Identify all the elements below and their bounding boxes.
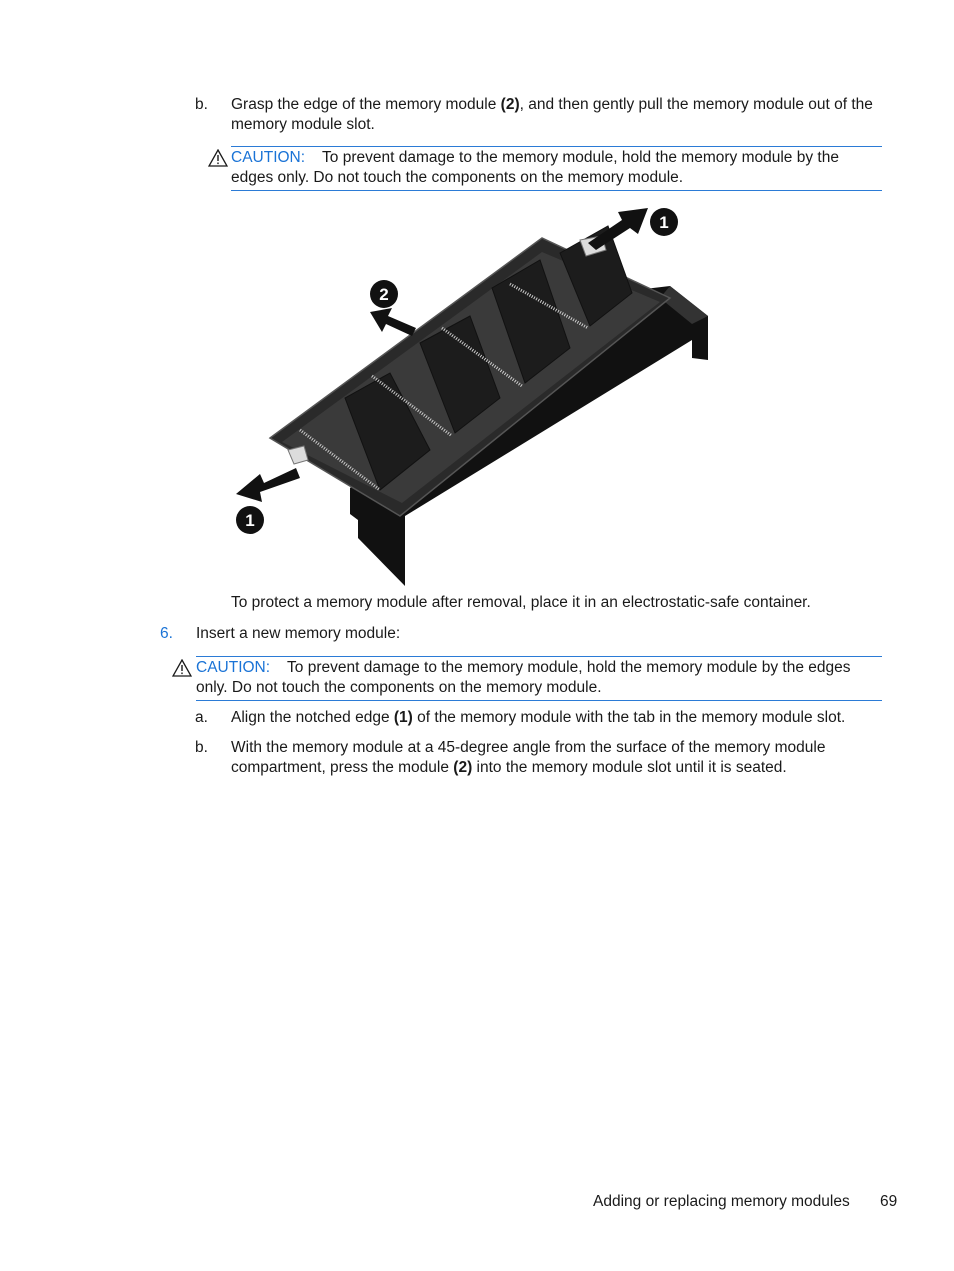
memory-module-illustration xyxy=(230,198,720,588)
caution-label: CAUTION: xyxy=(231,149,306,166)
step-text: Insert a new memory module: xyxy=(196,625,401,642)
callout-1-top: 1 xyxy=(659,213,669,232)
warning-icon xyxy=(208,149,228,167)
callout-2: 2 xyxy=(379,285,389,304)
step-text: With the memory module at a 45-degree angle from the surface of the memory module compartment, press the module (2) into the memory module slot until it is seated. xyxy=(231,739,826,776)
step-marker: b. xyxy=(195,96,208,113)
caution-text: To prevent damage to the memory module, hold the memory module by the edges only. Do not touch the components on the memory module. xyxy=(231,149,839,186)
callout-1-bottom: 1 xyxy=(245,511,255,530)
step-text: Grasp the edge of the memory module (2), and then gently pull the memory module out of the memory module slot. xyxy=(231,96,873,133)
step-marker: a. xyxy=(195,709,208,726)
caution-box xyxy=(196,656,882,701)
warning-icon xyxy=(172,659,192,677)
protect-note: To protect a memory module after removal, place it in an electrostatic-safe container. xyxy=(231,594,811,611)
step-number: 6. xyxy=(160,625,173,642)
step-marker: b. xyxy=(195,739,208,756)
step-text: Align the notched edge (1) of the memory module with the tab in the memory module slot. xyxy=(231,709,846,726)
caution-box xyxy=(231,146,882,191)
caution-text: To prevent damage to the memory module, hold the memory module by the edges only. Do not touch the components on the memory module. xyxy=(196,659,851,696)
footer-section-title: Adding or replacing memory modules xyxy=(593,1193,850,1210)
page-number: 69 xyxy=(880,1193,898,1210)
caution-label: CAUTION: xyxy=(196,659,271,676)
